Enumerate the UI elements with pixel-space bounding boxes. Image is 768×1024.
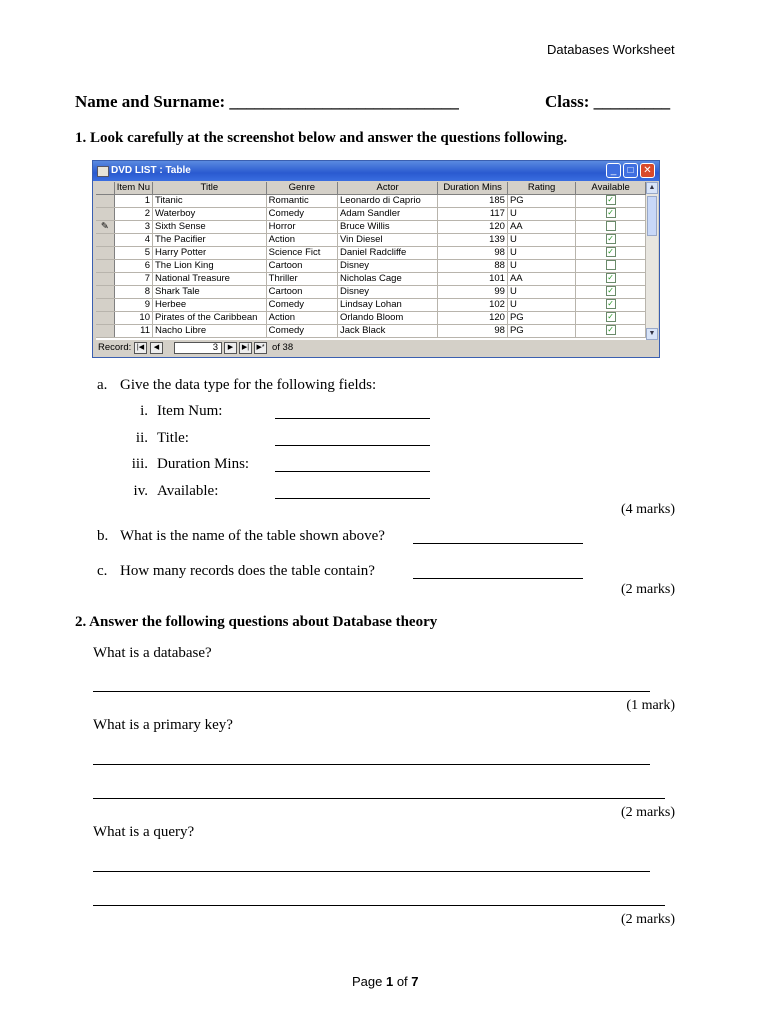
question-1-heading: 1. Look carefully at the screenshot below and answer the questions following. [75,130,568,146]
available-cell[interactable] [576,312,646,325]
last-record-icon[interactable]: ▶| [239,342,252,354]
class-label: Class: _________ [545,92,671,111]
item-iii-num: iii. [131,456,148,472]
genre-cell[interactable]: Cartoon [266,286,337,299]
part-a-label: a. [97,377,108,393]
item-num-answer-line[interactable] [275,418,430,419]
part-b-label: b. [97,528,109,544]
title-cell[interactable]: Titanic [152,195,266,208]
genre-cell[interactable]: Romantic [266,195,337,208]
actor-cell[interactable]: Orlando Bloom [337,312,437,325]
window-titlebar [93,161,659,181]
duration-cell[interactable]: 102 [438,299,508,312]
row-selector[interactable] [96,208,114,221]
item-num-field-label: Item Num: [157,403,223,419]
row-selector-header[interactable] [96,182,114,195]
database-answer-line[interactable] [93,691,650,692]
table-row[interactable] [96,208,646,221]
genre-cell[interactable]: Action [266,312,337,325]
available-checkbox[interactable]: ✓ [607,286,614,296]
duration-cell[interactable]: 98 [438,325,508,338]
part-b-text: What is the name of the table shown above? [120,528,385,544]
question-2-heading: 2. Answer the following questions about Database theory [75,614,438,630]
page-of: of [393,974,412,989]
table-row[interactable] [96,260,646,273]
rating-cell[interactable]: U [507,299,575,312]
actor-cell[interactable]: Jack Black [337,325,437,338]
part-c-text: How many records does the table contain? [120,563,375,579]
query-question: What is a query? [93,824,195,840]
duration-field-label: Duration Mins: [157,456,250,472]
primary-key-answer-line-1[interactable] [93,764,650,765]
rating-cell[interactable]: U [507,247,575,260]
title-cell[interactable]: Pirates of the Caribbean [152,312,266,325]
page-footer [352,974,419,989]
name-surname-label: Name and Surname: ___________________________ [75,92,459,111]
column-header[interactable]: Actor [337,182,437,195]
new-record-icon[interactable]: ▶* [254,342,267,354]
row-selector[interactable] [96,312,114,325]
table-icon [97,166,109,177]
row-selector[interactable] [96,221,114,234]
item-ii-num: ii. [135,430,148,446]
rating-cell[interactable]: PG [507,325,575,338]
available-field-label: Available: [157,483,219,499]
row-selector[interactable] [96,195,114,208]
dvd-list-table-window [92,160,660,358]
table-row[interactable] [96,247,646,260]
record-label: Record: [98,342,132,353]
genre-cell[interactable]: Thriller [266,273,337,286]
item-num-cell[interactable]: 5 [114,247,152,260]
current-record-field[interactable]: 3 [174,342,222,354]
table-row[interactable] [96,312,646,325]
edit-pencil-icon: ✎ [100,221,109,232]
datasheet-grid [96,182,646,340]
query-answer-line-2[interactable] [93,905,665,906]
actor-cell[interactable]: Leonardo di Caprio [337,195,437,208]
available-cell[interactable] [576,221,646,234]
document-title: Databases Worksheet [547,42,675,57]
table-row[interactable] [96,234,646,247]
title-cell[interactable]: Shark Tale [152,286,266,299]
record-navigation-bar [96,341,658,355]
available-cell[interactable] [576,195,646,208]
available-cell[interactable] [576,273,646,286]
column-header[interactable]: Duration Mins [438,182,508,195]
close-icon[interactable]: ✕ [640,163,655,178]
duration-cell[interactable]: 88 [438,260,508,273]
primary-key-marks: (2 marks) [620,805,675,820]
actor-cell[interactable]: Daniel Radcliffe [337,247,437,260]
duration-cell[interactable]: 99 [438,286,508,299]
genre-cell[interactable]: Action [266,234,337,247]
database-marks: (1 mark) [626,698,675,713]
duration-answer-line[interactable] [275,471,430,472]
item-num-cell[interactable]: 7 [114,273,152,286]
item-num-cell[interactable]: 11 [114,325,152,338]
item-i-num: i. [140,403,148,419]
column-header[interactable]: Genre [266,182,337,195]
available-cell[interactable] [576,286,646,299]
item-num-cell[interactable]: 1 [114,195,152,208]
item-num-cell[interactable]: 3 [114,221,152,234]
available-checkbox[interactable]: ✓ [607,299,614,309]
next-record-icon[interactable]: ▶ [224,342,237,354]
part-c-label: c. [97,563,108,579]
duration-cell[interactable]: 139 [438,234,508,247]
row-selector[interactable] [96,247,114,260]
table-row[interactable] [96,286,646,299]
available-cell[interactable] [576,234,646,247]
title-answer-line[interactable] [275,445,430,446]
available-cell[interactable] [576,247,646,260]
row-selector[interactable] [96,234,114,247]
available-checkbox[interactable]: ✓ [607,208,614,218]
row-selector[interactable] [96,286,114,299]
duration-cell[interactable]: 98 [438,247,508,260]
table-row[interactable] [96,273,646,286]
actor-cell[interactable]: Disney [337,286,437,299]
duration-cell[interactable]: 185 [438,195,508,208]
item-num-cell[interactable]: 9 [114,299,152,312]
part-bc-marks: (2 marks) [620,582,675,597]
item-num-cell[interactable]: 8 [114,286,152,299]
available-checkbox[interactable] [606,221,616,231]
available-checkbox[interactable] [606,260,616,270]
title-cell[interactable]: Herbee [152,299,266,312]
row-selector[interactable] [96,260,114,273]
item-iv-num: iv. [133,483,148,499]
genre-cell[interactable]: Cartoon [266,260,337,273]
title-cell[interactable]: Sixth Sense [152,221,266,234]
title-cell[interactable]: National Treasure [152,273,266,286]
rating-cell[interactable]: AA [507,221,575,234]
duration-cell[interactable]: 117 [438,208,508,221]
genre-cell[interactable]: Comedy [266,325,337,338]
rating-cell[interactable]: PG [507,195,575,208]
available-checkbox[interactable]: ✓ [607,312,614,322]
rating-cell[interactable]: U [507,286,575,299]
available-cell[interactable] [576,299,646,312]
scroll-thumb[interactable] [647,196,657,236]
column-header[interactable]: Rating [507,182,575,195]
title-cell[interactable]: Waterboy [152,208,266,221]
available-cell[interactable] [576,325,646,338]
title-field-label: Title: [157,430,189,446]
primary-key-answer-line-2[interactable] [93,798,665,799]
item-num-cell[interactable]: 2 [114,208,152,221]
minimize-icon[interactable]: _ [606,163,621,178]
column-header[interactable]: Item Nu [114,182,152,195]
available-checkbox[interactable]: ✓ [607,195,614,205]
duration-cell[interactable]: 120 [438,312,508,325]
table-row[interactable] [96,325,646,338]
header-row [96,182,646,195]
table-row[interactable] [96,195,646,208]
rating-cell[interactable]: AA [507,273,575,286]
maximize-icon[interactable]: □ [623,163,638,178]
available-cell[interactable] [576,260,646,273]
column-header[interactable]: Available [576,182,646,195]
actor-cell[interactable]: Bruce Willis [337,221,437,234]
title-cell[interactable]: Harry Potter [152,247,266,260]
vertical-scrollbar[interactable] [646,182,658,340]
scroll-up-icon[interactable]: ▲ [646,182,658,194]
record-count: of 38 [272,342,294,353]
actor-cell[interactable]: Nicholas Cage [337,273,437,286]
actor-cell[interactable]: Disney [337,260,437,273]
rating-cell[interactable]: U [507,208,575,221]
available-checkbox[interactable]: ✓ [607,234,614,244]
available-checkbox[interactable]: ✓ [607,325,614,335]
row-selector[interactable] [96,325,114,338]
actor-cell[interactable]: Adam Sandler [337,208,437,221]
page-total: 7 [411,974,419,989]
page-number: 1 [385,974,394,989]
available-checkbox[interactable]: ✓ [607,247,614,257]
genre-cell[interactable]: Horror [266,221,337,234]
actor-cell[interactable]: Vin Diesel [337,234,437,247]
available-cell[interactable] [576,208,646,221]
window-title: DVD LIST : Table [111,165,191,176]
part-a-marks: (4 marks) [620,502,675,517]
available-answer-line[interactable] [275,498,430,499]
duration-cell[interactable]: 120 [438,221,508,234]
query-answer-line-1[interactable] [93,871,650,872]
primary-key-question: What is a primary key? [93,717,233,733]
table-name-answer-line[interactable] [413,543,583,544]
available-checkbox[interactable]: ✓ [607,273,614,283]
title-cell[interactable]: Nacho Libre [152,325,266,338]
genre-cell[interactable]: Science Fict [266,247,337,260]
rating-cell[interactable]: U [507,234,575,247]
actor-cell[interactable]: Lindsay Lohan [337,299,437,312]
column-header[interactable]: Title [152,182,266,195]
first-record-icon[interactable]: |◀ [134,342,147,354]
row-selector[interactable] [96,273,114,286]
genre-cell[interactable]: Comedy [266,299,337,312]
duration-cell[interactable]: 101 [438,273,508,286]
row-selector[interactable] [96,299,114,312]
title-cell[interactable]: The Pacifier [152,234,266,247]
rating-cell[interactable]: U [507,260,575,273]
record-count-answer-line[interactable] [413,578,583,579]
item-num-cell[interactable]: 10 [114,312,152,325]
item-num-cell[interactable]: 6 [114,260,152,273]
title-cell[interactable]: The Lion King [152,260,266,273]
part-a-text: Give the data type for the following fields: [120,377,377,393]
scroll-down-icon[interactable]: ▼ [646,328,658,340]
previous-record-icon[interactable]: ◀ [150,342,163,354]
genre-cell[interactable]: Comedy [266,208,337,221]
query-marks: (2 marks) [620,912,675,927]
rating-cell[interactable]: PG [507,312,575,325]
database-question: What is a database? [93,645,212,661]
item-num-cell[interactable]: 4 [114,234,152,247]
table-row[interactable] [96,299,646,312]
page-prefix: Page [352,974,386,989]
table-row[interactable] [96,221,646,234]
dvd-table [96,182,646,338]
